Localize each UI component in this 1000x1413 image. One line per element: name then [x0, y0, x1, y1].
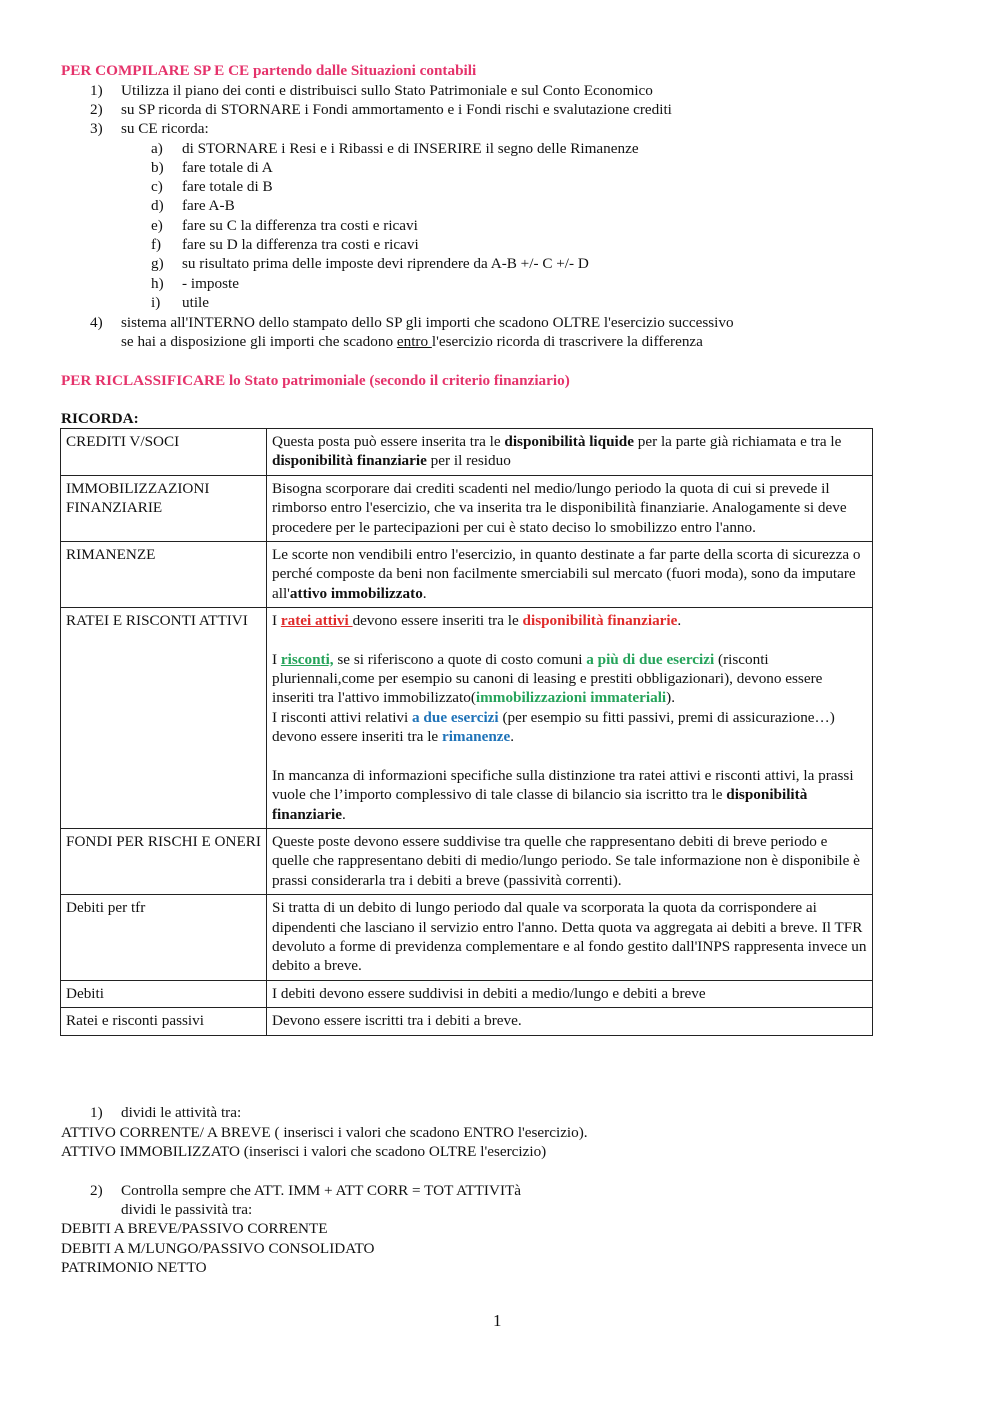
list-item: Controlla sempre che ATT. IMM + ATT CORR = TOT ATTIVITà — [121, 1182, 522, 1199]
sublist-item: fare A-B — [182, 197, 235, 214]
list-number: 1) — [90, 1104, 103, 1121]
table-key-cell: IMMOBILIZZAZIONI FINANZIARIE — [61, 475, 267, 541]
table-key-cell: Debiti — [61, 980, 267, 1007]
table-value-cell: Si tratta di un debito di lungo periodo dal quale va scorporata la quota da corrispondere ai dipendenti che lasciano il servizio entro l'anno. Detta quota va aggregata ai debiti a breve. Il TFR devoluto a forme di previdenza complementare e al fondo gestito dall'INPS rappresenta invece un debito a breve. — [267, 895, 873, 981]
sublist-item: - imposte — [182, 275, 239, 292]
page-number: 1 — [493, 1311, 502, 1330]
table-row — [61, 475, 873, 541]
text-line: PATRIMONIO NETTO — [61, 1259, 207, 1276]
table-value-cell: I debiti devono essere suddivisi in debiti a medio/lungo e debiti a breve — [267, 980, 873, 1007]
table-value-cell: Bisogna scorporare dai crediti scadenti nel medio/lungo periodo la quota di cui si prevede il rimborso entro l'esercizio, che va inserita tra le disponibilità finanziarie. Analogamente si deve procedere per le partecipazioni per cui è stato deciso lo smobilizzo entro l'anno. — [267, 475, 873, 541]
list-item: dividi le attività tra: — [121, 1104, 242, 1121]
sublist-letter: b) — [151, 159, 164, 176]
ricorda-label: RICORDA: — [61, 410, 139, 427]
list-number: 3) — [90, 120, 103, 137]
list-number: 2) — [90, 1182, 103, 1199]
list-item: sistema all'INTERNO dello stampato dello SP gli importi che scadono OLTRE l'esercizio successivo — [121, 314, 734, 331]
table-value-cell: I ratei attivi devono essere inseriti tra le disponibilità finanziarie. I risconti, se si riferiscono a quote di costo comuni a più di due esercizi (risconti pluriennali,come per esempio su canoni di leasing e prestiti obbligazionari), devono essere inseriti tra l'attivo immobilizzato(immobilizzazioni immateriali). I risconti attivi relativi a due esercizi (per esempio su fitti passivi, premi di assicurazione…) devono essere inseriti tra le rimanenze. In mancanza di informazioni specifiche sulla distinzione tra ratei attivi e risconti attivi, la prassi vuole che l’importo complessivo di tale classe di bilancio sia iscritto tra le disponibilità finanziarie. — [267, 608, 873, 829]
sublist-item: fare totale di B — [182, 178, 273, 195]
section-heading-riclassificare: PER RICLASSIFICARE lo Stato patrimoniale (secondo il criterio finanziario) — [61, 372, 570, 389]
text-line: DEBITI A M/LUNGO/PASSIVO CONSOLIDATO — [61, 1240, 375, 1257]
underlined-word: entro — [396, 333, 432, 350]
sublist-letter: g) — [151, 255, 164, 272]
table-row — [61, 608, 873, 829]
sublist-item: di STORNARE i Resi e i Ribassi e di INSERIRE il segno delle Rimanenze — [182, 140, 639, 157]
list-item-continuation: dividi le passività tra: — [121, 1201, 253, 1218]
text-line: DEBITI A BREVE/PASSIVO CORRENTE — [61, 1220, 328, 1237]
table-row — [61, 980, 873, 1007]
list-number: 4) — [90, 314, 103, 331]
list-number: 1) — [90, 82, 103, 99]
sublist-letter: i) — [151, 294, 161, 311]
table-value-cell: Questa posta può essere inserita tra le disponibilità liquide per la parte già richiamata e tra le disponibilità finanziarie per il residuo — [267, 429, 873, 476]
sublist-letter: c) — [151, 178, 163, 195]
table-value-cell: Le scorte non vendibili entro l'esercizio, in quanto destinate a far parte della scorta di sicurezza o perché composte da beni non facilmente smerciabili sul mercato (fuori moda), sono da imputare all'attivo immobilizzato. — [267, 542, 873, 608]
sublist-item: fare totale di A — [182, 159, 273, 176]
list-item: su SP ricorda di STORNARE i Fondi ammortamento e i Fondi rischi e svalutazione crediti — [121, 101, 672, 118]
sublist-letter: e) — [151, 217, 163, 234]
sublist-item: su risultato prima delle imposte devi riprendere da A-B +/- C +/- D — [182, 255, 589, 272]
section-heading-compilare: PER COMPILARE SP E CE partendo dalle Situazioni contabili — [61, 62, 477, 79]
reclassification-table — [60, 428, 873, 1036]
sublist-letter: h) — [151, 275, 164, 292]
sublist-item: fare su C la differenza tra costi e ricavi — [182, 217, 418, 234]
text-line: ATTIVO CORRENTE/ A BREVE ( inserisci i valori che scadono ENTRO l'esercizio). — [61, 1124, 588, 1141]
table-key-cell: Debiti per tfr — [61, 895, 267, 981]
table-row — [61, 542, 873, 608]
sublist-item: utile — [182, 294, 209, 311]
list-item: su CE ricorda: — [121, 120, 209, 137]
list-item: Utilizza il piano dei conti e distribuisci sullo Stato Patrimoniale e sul Conto Economico — [121, 82, 653, 99]
table-value-cell: Devono essere iscritti tra i debiti a breve. — [267, 1008, 873, 1035]
table-row — [61, 895, 873, 981]
list-item-continuation: se hai a disposizione gli importi che scadono entro l'esercizio ricorda di trascrivere la differenza — [121, 333, 703, 350]
table-key-cell: RIMANENZE — [61, 542, 267, 608]
sublist-letter: d) — [151, 197, 164, 214]
sublist-item: fare su D la differenza tra costi e ricavi — [182, 236, 419, 253]
table-key-cell: CREDITI V/SOCI — [61, 429, 267, 476]
table-row — [61, 1008, 873, 1035]
table-value-cell: Queste poste devono essere suddivise tra quelle che rappresentano debiti di breve periodo e quelle che rappresentano debiti di medio/lungo periodo. Se tale informazione non è disponibile è prassi considerarla tra i debiti a breve (passività correnti). — [267, 828, 873, 894]
table-row — [61, 828, 873, 894]
list-number: 2) — [90, 101, 103, 118]
table-row — [61, 429, 873, 476]
sublist-letter: f) — [151, 236, 162, 253]
table-key-cell: RATEI E RISCONTI ATTIVI — [61, 608, 267, 829]
table-key-cell: FONDI PER RISCHI E ONERI — [61, 828, 267, 894]
sublist-letter: a) — [151, 140, 163, 157]
table-key-cell: Ratei e risconti passivi — [61, 1008, 267, 1035]
text-line: ATTIVO IMMOBILIZZATO (inserisci i valori che scadono OLTRE l'esercizio) — [61, 1143, 547, 1160]
